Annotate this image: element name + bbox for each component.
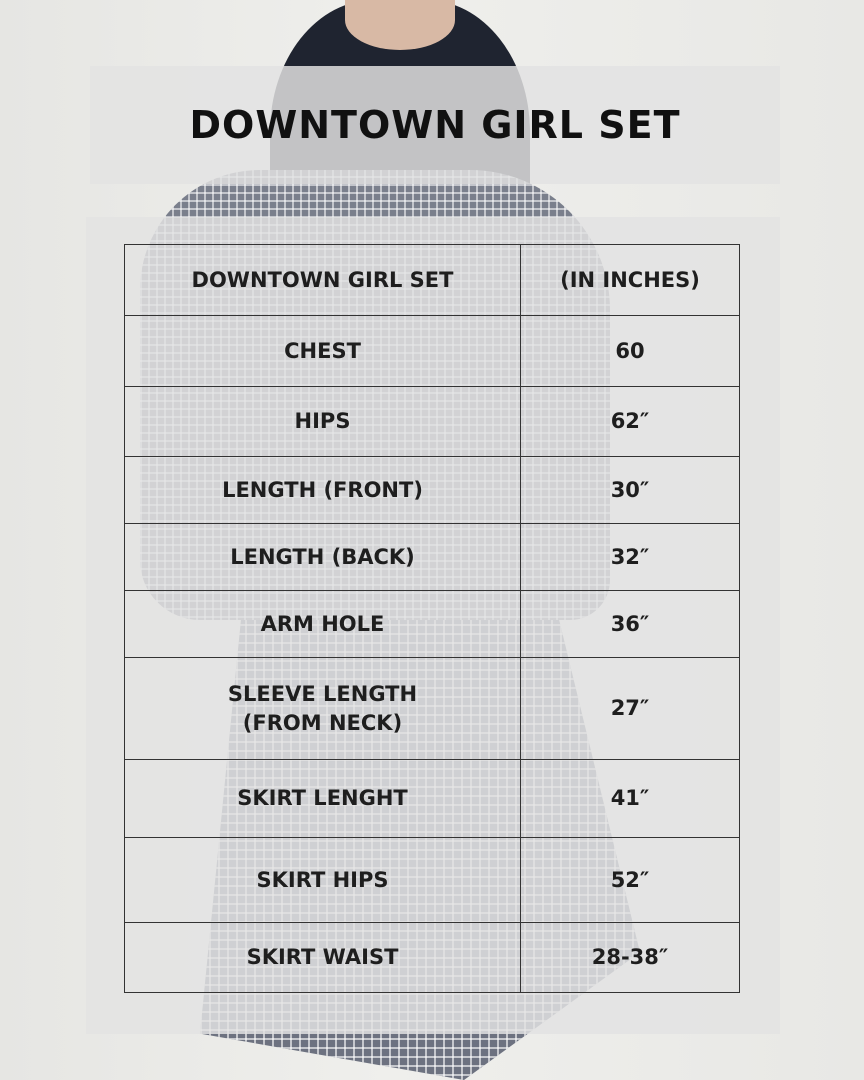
measure-cell: SLEEVE LENGTH (FROM NECK) [125,658,521,760]
value-cell: 60 [521,316,740,387]
value-cell: 28-38″ [521,923,740,993]
table-header-row [125,245,740,316]
measure-cell: ARM HOLE [125,591,521,658]
measure-cell: CHEST [125,316,521,387]
table-row [125,838,740,923]
header-unit: (IN INCHES) [521,245,740,316]
title-panel [90,66,780,184]
measure-cell: SKIRT WAIST [125,923,521,993]
page-title: DOWNTOWN GIRL SET [189,103,681,147]
table-row [125,316,740,387]
measure-cell: SKIRT HIPS [125,838,521,923]
header-label: DOWNTOWN GIRL SET [125,245,521,316]
measure-cell: LENGTH (BACK) [125,524,521,591]
value-cell: 32″ [521,524,740,591]
measure-cell: SKIRT LENGHT [125,760,521,838]
table-row [125,524,740,591]
value-cell: 27″ [521,658,740,760]
table-row [125,387,740,457]
value-cell: 36″ [521,591,740,658]
value-cell: 62″ [521,387,740,457]
table-row [125,658,740,760]
value-cell: 41″ [521,760,740,838]
measure-cell: LENGTH (FRONT) [125,457,521,524]
size-chart-table [124,244,740,993]
value-cell: 30″ [521,457,740,524]
table-row [125,923,740,993]
measure-cell: HIPS [125,387,521,457]
table-row [125,760,740,838]
table-row [125,457,740,524]
table-row [125,591,740,658]
value-cell: 52″ [521,838,740,923]
